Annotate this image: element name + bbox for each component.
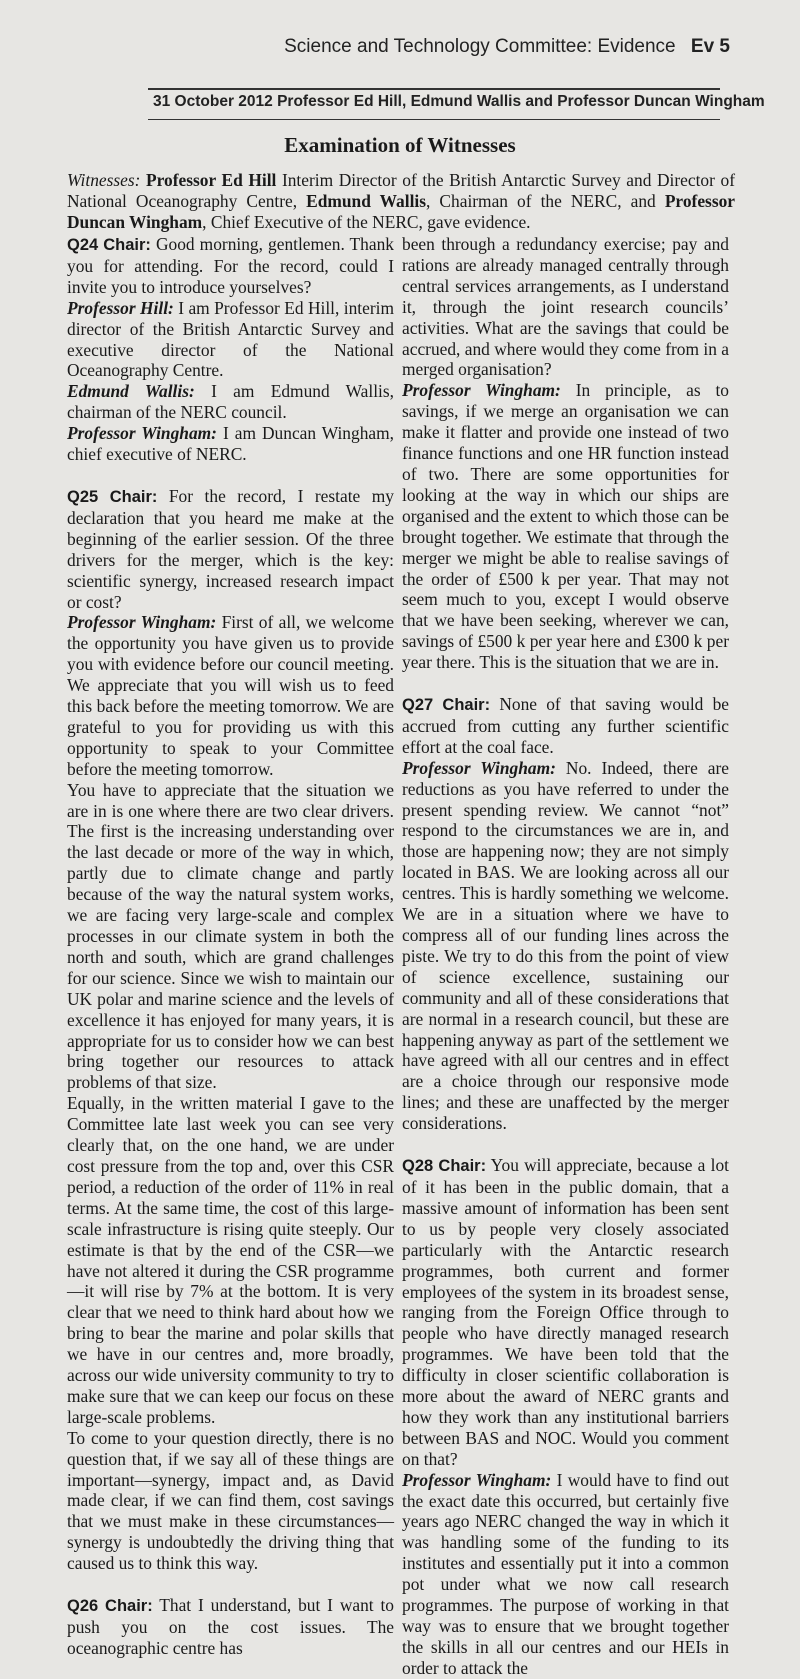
paragraph-text: For the record, I restate my declaration that you heard me make at the beginning of the earlier session. Of the three drivers for the merger, which is the key: scientific synergy, increased research impact or cost? — [67, 485, 394, 612]
paragraph — [402, 234, 729, 380]
question-number: Q26 — [67, 1597, 99, 1616]
speaker-name: Chair: — [438, 1157, 487, 1176]
paragraph — [402, 758, 729, 1134]
session-line: 31 October 2012 Professor Ed Hill, Edmund Wallis and Professor Duncan Wingham — [153, 93, 765, 110]
paragraph — [67, 612, 394, 779]
paragraph-text: I am Edmund Wallis, chairman of the NERC council. — [67, 381, 394, 423]
paragraph-text: First of all, we welcome the opportunity you have given us to provide you with evidence before our council meeting. We appreciate that you will wish us to feed this back before the meeting tomorrow. We are grateful to you for providing us with this opportunity to speak to your Committee before the meeting tomorrow. — [67, 612, 394, 779]
question-number: Q27 — [402, 696, 434, 715]
paragraph-text: been through a redundancy exercise; pay and rations are already managed centrally through central services arrangements, as I understand it, through the joint research councils’ activities. What are the savings that could be accrued, and where would they come from in a merged organisation? — [402, 234, 729, 380]
witnesses-paragraph: Witnesses: Professor Ed Hill Interim Director of the British Antarctic Survey and Director of National Oceanography Centre, Edmund Wallis, Chairman of the NERC, and Professor Duncan Wingham, Chief Executive of the NERC, gave evidence. — [67, 170, 735, 232]
speaker-name: Professor Wingham: — [67, 612, 217, 633]
section-title: Examination of Witnesses — [284, 133, 516, 157]
paragraph-text: None of that saving would be accrued from cutting any further scientific effort at the coal face. — [402, 694, 729, 757]
paragraph — [402, 1155, 729, 1470]
paragraph — [67, 1428, 394, 1574]
paragraph — [67, 1093, 394, 1428]
speaker-name: Chair: — [109, 487, 158, 506]
question-number: Q25 — [67, 487, 99, 506]
speaker-name: Professor Wingham: — [67, 423, 217, 444]
paragraph-text: You have to appreciate that the situation we are in is one where there are two clear drivers. The first is the increasing understanding over the last decade or more of the way in which, partly due to climate change and partly because of the way the natural system works, we are facing very large-scale and complex processes in our climate system in both the north and south, which are grand challenges for our science. Since we wish to maintain our UK polar and marine science and the levels of excellence it has enjoyed for many years, it is appropriate for us to consider how we can best bring together our resources to attack problems of that size. — [67, 779, 394, 1093]
paragraph-text: You will appreciate, because a lot of it has been in the public domain, that a massive amount of information has been sent to us by people very closely associated particularly with the Antarctic research programmes, both current and former employees of the system in its broadest sense, ranging from the Foreign Office through to people who have directly managed research programmes. We have been told that the difficulty in closer scientific collaboration is more about the award of NERC grants and how they work than any institutional barriers between BAS and NOC. Would you comment on that? — [402, 1155, 729, 1469]
speaker-name: Edmund Wallis: — [67, 381, 195, 402]
speaker-name: Chair: — [105, 1597, 153, 1616]
speaker-name: Professor Wingham: — [402, 1469, 552, 1490]
page-number: Ev 5 — [690, 36, 730, 57]
paragraph-text: No. Indeed, there are reductions as you have referred to under the present spending review. We cannot “not” respond to the circumstances we are in, and those are happening now; they are not simply located in BAS. We are looking across all our centres. This is hardly something we welcome. We are in a situation where we have to compress all of our funding lines across the piste. We try to do this from the point of view of science excellence, sustaining our community and all of these considerations that are normal in a research council, but these are happening anyway as part of the settlement we have agreed with all our centres and in effect are a choice through our responsive mode lines; and these are unaffected by the merger considerations. — [402, 757, 729, 1134]
speaker-name: Professor Wingham: — [402, 380, 561, 401]
speaker-name: Chair: — [103, 236, 151, 254]
witnesses-label: Witnesses: — [67, 170, 141, 190]
paragraph — [67, 298, 394, 382]
paragraph — [67, 381, 394, 423]
right-column — [402, 234, 729, 1679]
paragraph-text: I am Duncan Wingham, chief executive of NERC. — [67, 423, 394, 465]
speaker-name: Professor Wingham: — [402, 757, 556, 778]
paragraph-text: To come to your question directly, there is no question that, if we say all of these things are important—synergy, impact and, as David made clear, if we can find them, cost savings that we must make in these circumstances—synergy is undoubtedly the driving thing that caused us to think this way. — [67, 1427, 394, 1574]
left-column — [67, 234, 394, 1659]
running-header — [284, 36, 730, 58]
paragraph — [402, 1470, 729, 1679]
question-number: Q24 — [67, 236, 99, 254]
paragraph — [67, 234, 394, 298]
witness-name: Professor Duncan Wingham — [67, 191, 735, 232]
speaker-name: Chair: — [442, 696, 491, 715]
paragraph — [402, 380, 729, 673]
speaker-name: Professor Hill: — [67, 297, 174, 318]
witness-name: Professor Ed Hill — [146, 170, 277, 190]
paragraph-text: In principle, as to savings, if we merge an organisation we can make it flatter and provide one instead of two finance functions and one HR function instead of two. There are some opportunities for looking at the way in which our ships are organised and the extent to which those can be brought together. We estimate that through the merger we might be able to realise savings of the order of £500 k per year. That may not seem much to you, except I would observe that we have been seeking, wherever we can, savings of £500 k per year here and £300 k per year there. This is the situation that we are in. — [402, 380, 729, 673]
paragraph-text: That I understand, but I want to push you on the cost issues. The oceanographic centre has — [67, 1595, 394, 1658]
paragraph — [67, 1595, 394, 1659]
paragraph — [402, 694, 729, 758]
header-rule-bottom — [148, 119, 720, 120]
paragraph — [67, 780, 394, 1094]
paragraph — [67, 423, 394, 465]
running-title: Science and Technology Committee: Evidence — [284, 36, 676, 57]
question-number: Q28 — [402, 1157, 434, 1176]
paragraph-text: I would have to find out the exact date this occurred, but certainly five years ago NERC changed the way in which it was handling some of the funding to its institutes and essentially put it into a common pot under what we now call research programmes. The purpose of working in that way was to ensure that we brought together the skills in all our centres and our HEIs in order to attack the — [402, 1469, 729, 1678]
paragraph-text: I am Professor Ed Hill, interim director of the British Antarctic Survey and executive director of the National Oceanography Centre. — [67, 297, 394, 381]
paragraph-text: Equally, in the written material I gave to the Committee late last week you can see very clearly that, on the one hand, we are under cost pressure from the top and, over this CSR period, a reduction of the order of 11% in real terms. At the same time, the cost of this large-scale infrastructure is rising quite steeply. Our estimate is that by the end of the CSR—we have not altered it during the CSR programme—it will rise by 7% at the bottom. It is very clear that we need to think hard about how we bring to bear the marine and polar skills that we have in our centres and, more broadly, across our wide university community to try to make sure that we can keep our focus on these large-scale problems. — [67, 1093, 394, 1427]
header-rule-top — [148, 88, 720, 90]
paragraph-text: Good morning, gentlemen. Thank you for attending. For the record, could I invite you to introduce yourselves? — [67, 234, 394, 297]
witness-name: Edmund Wallis — [306, 191, 427, 211]
paragraph — [67, 486, 394, 612]
